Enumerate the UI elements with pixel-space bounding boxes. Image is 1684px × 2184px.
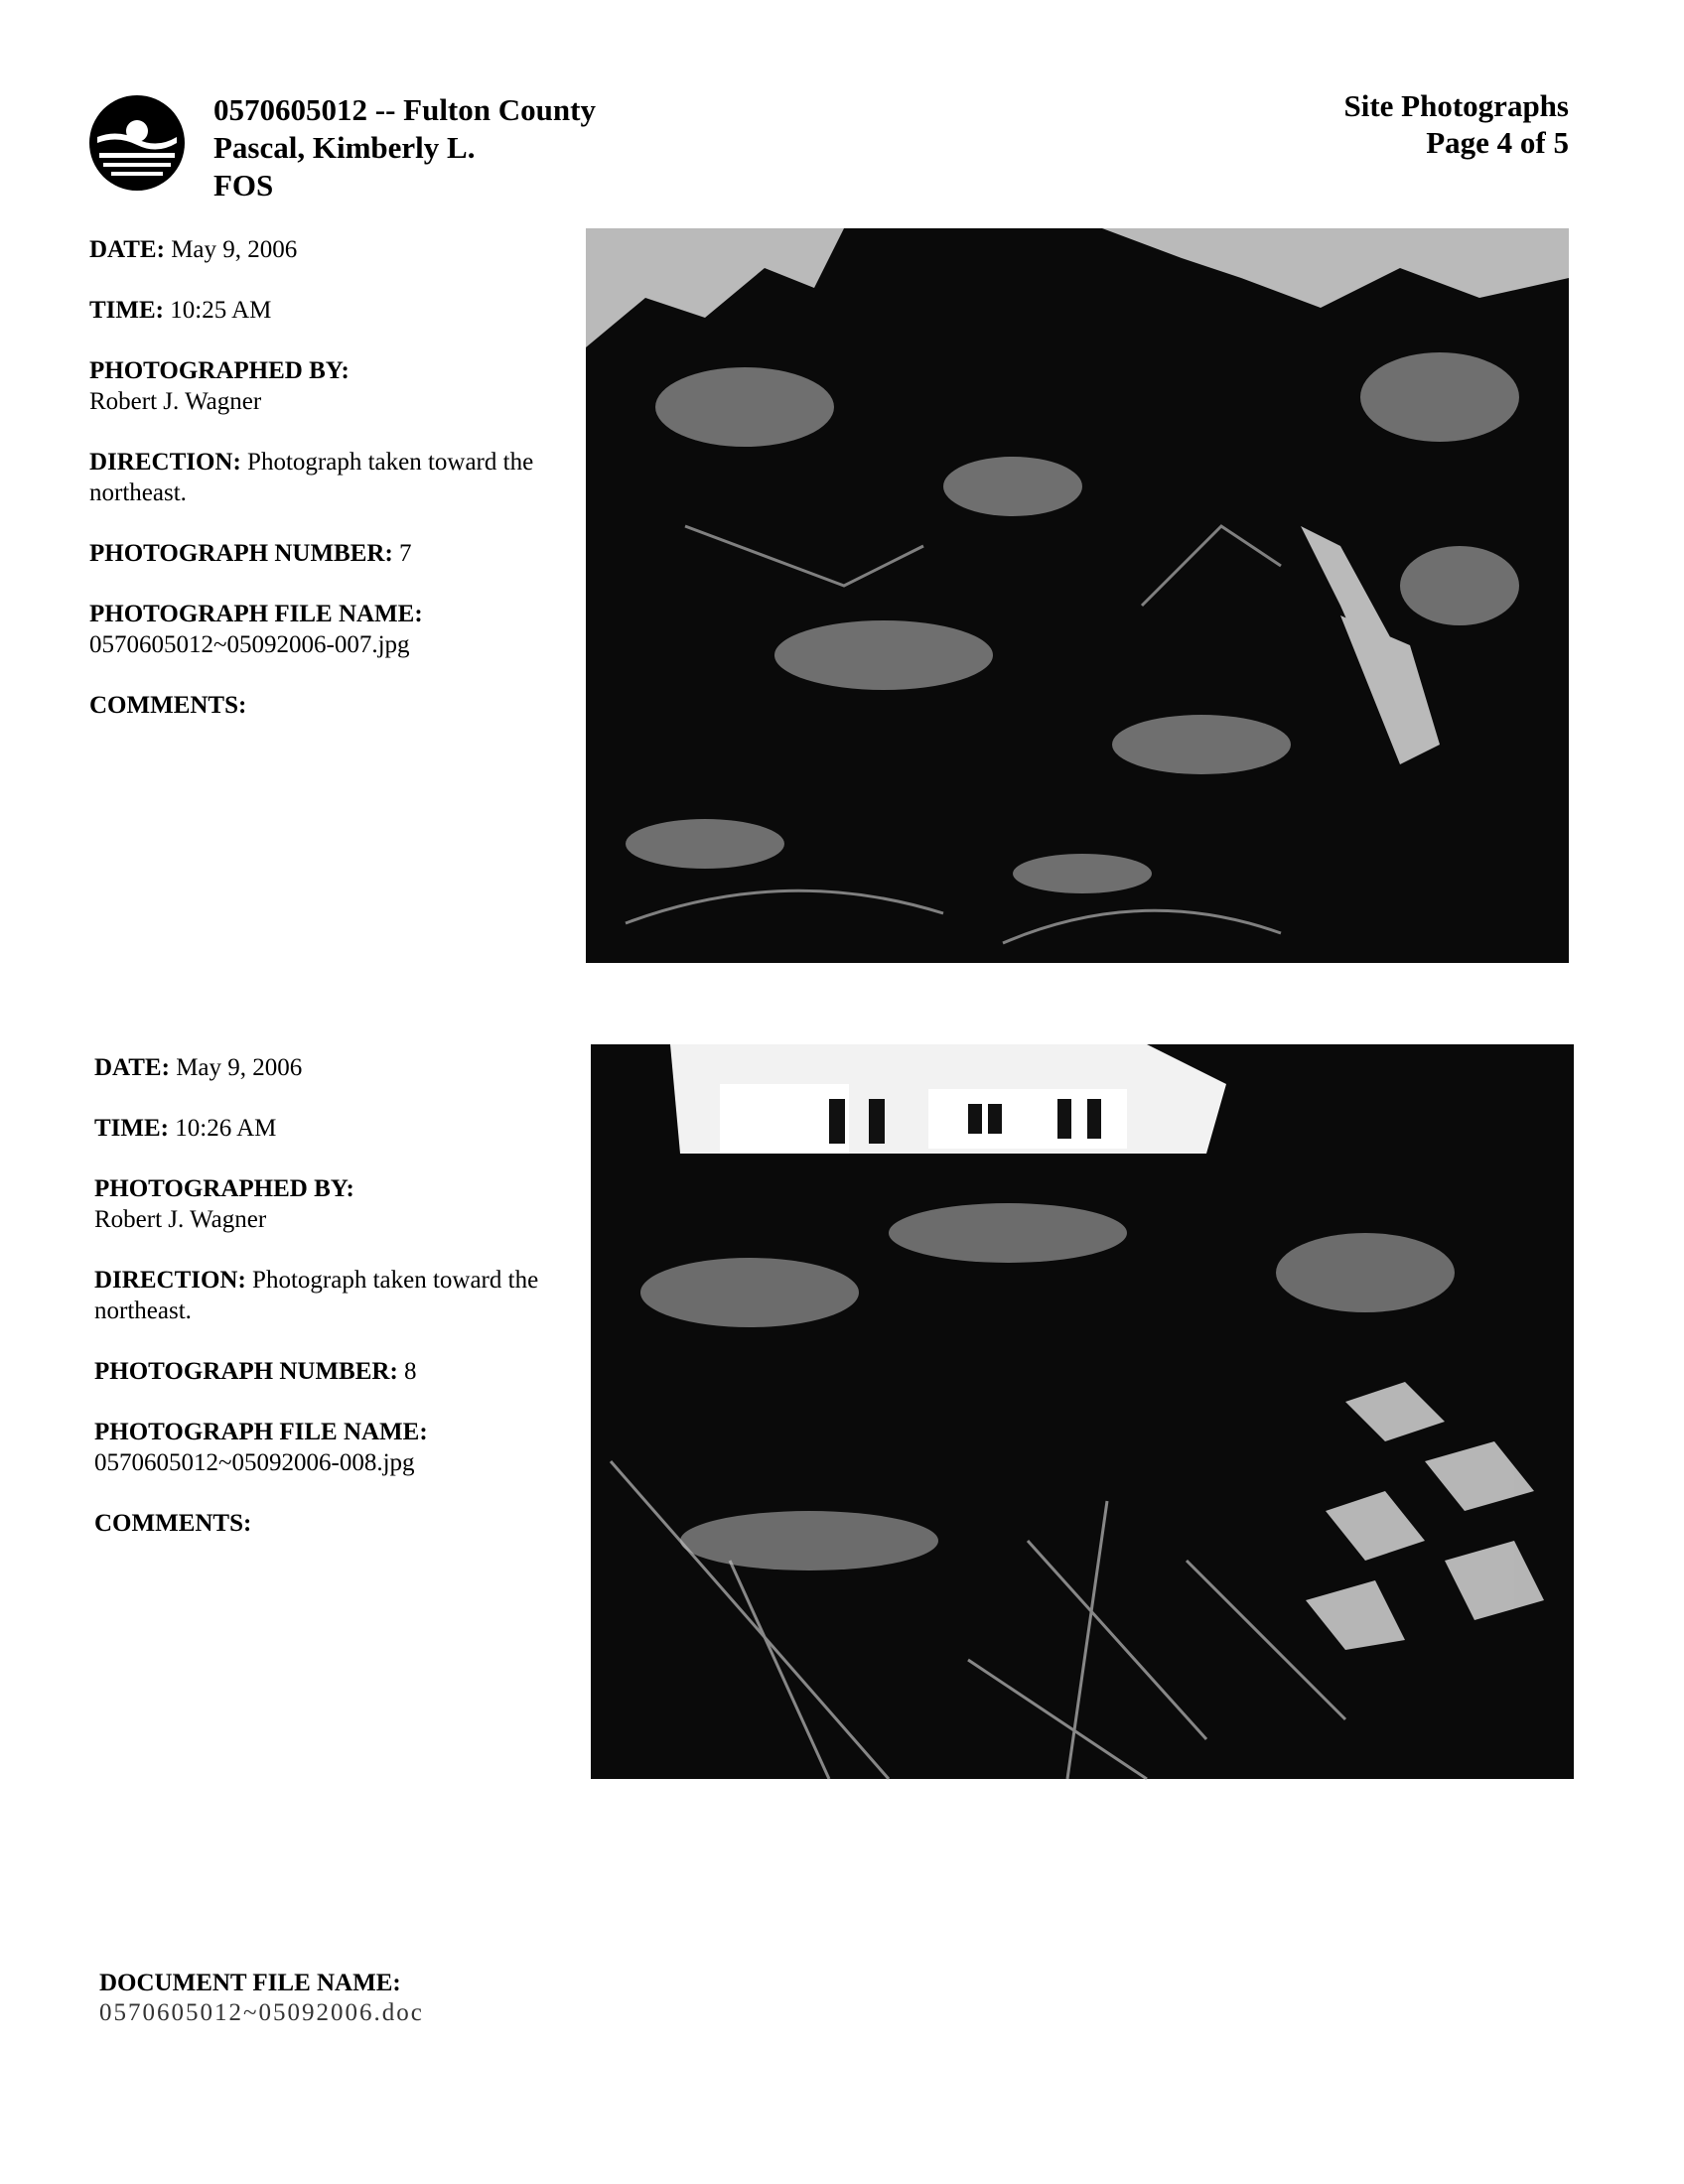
header-site-info (213, 91, 596, 205)
agency-logo (87, 93, 187, 193)
time-field: TIME: 10:26 AM (94, 1115, 277, 1142)
direction-field: DIRECTION: Photograph taken toward the northeast. (94, 1267, 539, 1324)
photo-number-field: PHOTOGRAPH NUMBER: 7 (89, 540, 412, 567)
date-field: DATE: May 9, 2006 (94, 1054, 303, 1081)
page-number: Page 4 of 5 (1426, 125, 1569, 160)
date-field: DATE: May 9, 2006 (89, 236, 298, 263)
section-title: Site Photographs (1343, 88, 1569, 123)
time-field: TIME: 10:25 AM (89, 297, 272, 324)
header-page-info (1344, 87, 1570, 161)
photo-filename-field: PHOTOGRAPH FILE NAME: 0570605012~05092006-007.jpg (89, 601, 423, 658)
owner-name: Pascal, Kimberly L. (213, 130, 476, 165)
photo-info-block-8 (94, 1052, 591, 1569)
document-file-name-value: 0570605012~05092006.doc (99, 1999, 424, 2026)
photographer-field: PHOTOGRAPHED BY: Robert J. Wagner (94, 1175, 354, 1233)
photo-info-block-7 (89, 234, 586, 751)
comments-field: COMMENTS: (89, 692, 247, 719)
comments-field: COMMENTS: (94, 1510, 252, 1537)
document-file-name-label: DOCUMENT FILE NAME: (99, 1970, 401, 1996)
photographer-field: PHOTOGRAPHED BY: Robert J. Wagner (89, 357, 350, 415)
site-photo-7 (586, 228, 1569, 963)
photo-number-field: PHOTOGRAPH NUMBER: 8 (94, 1358, 417, 1385)
photo-filename-field: PHOTOGRAPH FILE NAME: 0570605012~05092006-008.jpg (94, 1419, 428, 1476)
office-code: FOS (213, 168, 274, 203)
site-id-county: 0570605012 -- Fulton County (213, 92, 596, 127)
site-photo-8 (591, 1044, 1574, 1779)
direction-field: DIRECTION: Photograph taken toward the northeast. (89, 449, 534, 506)
